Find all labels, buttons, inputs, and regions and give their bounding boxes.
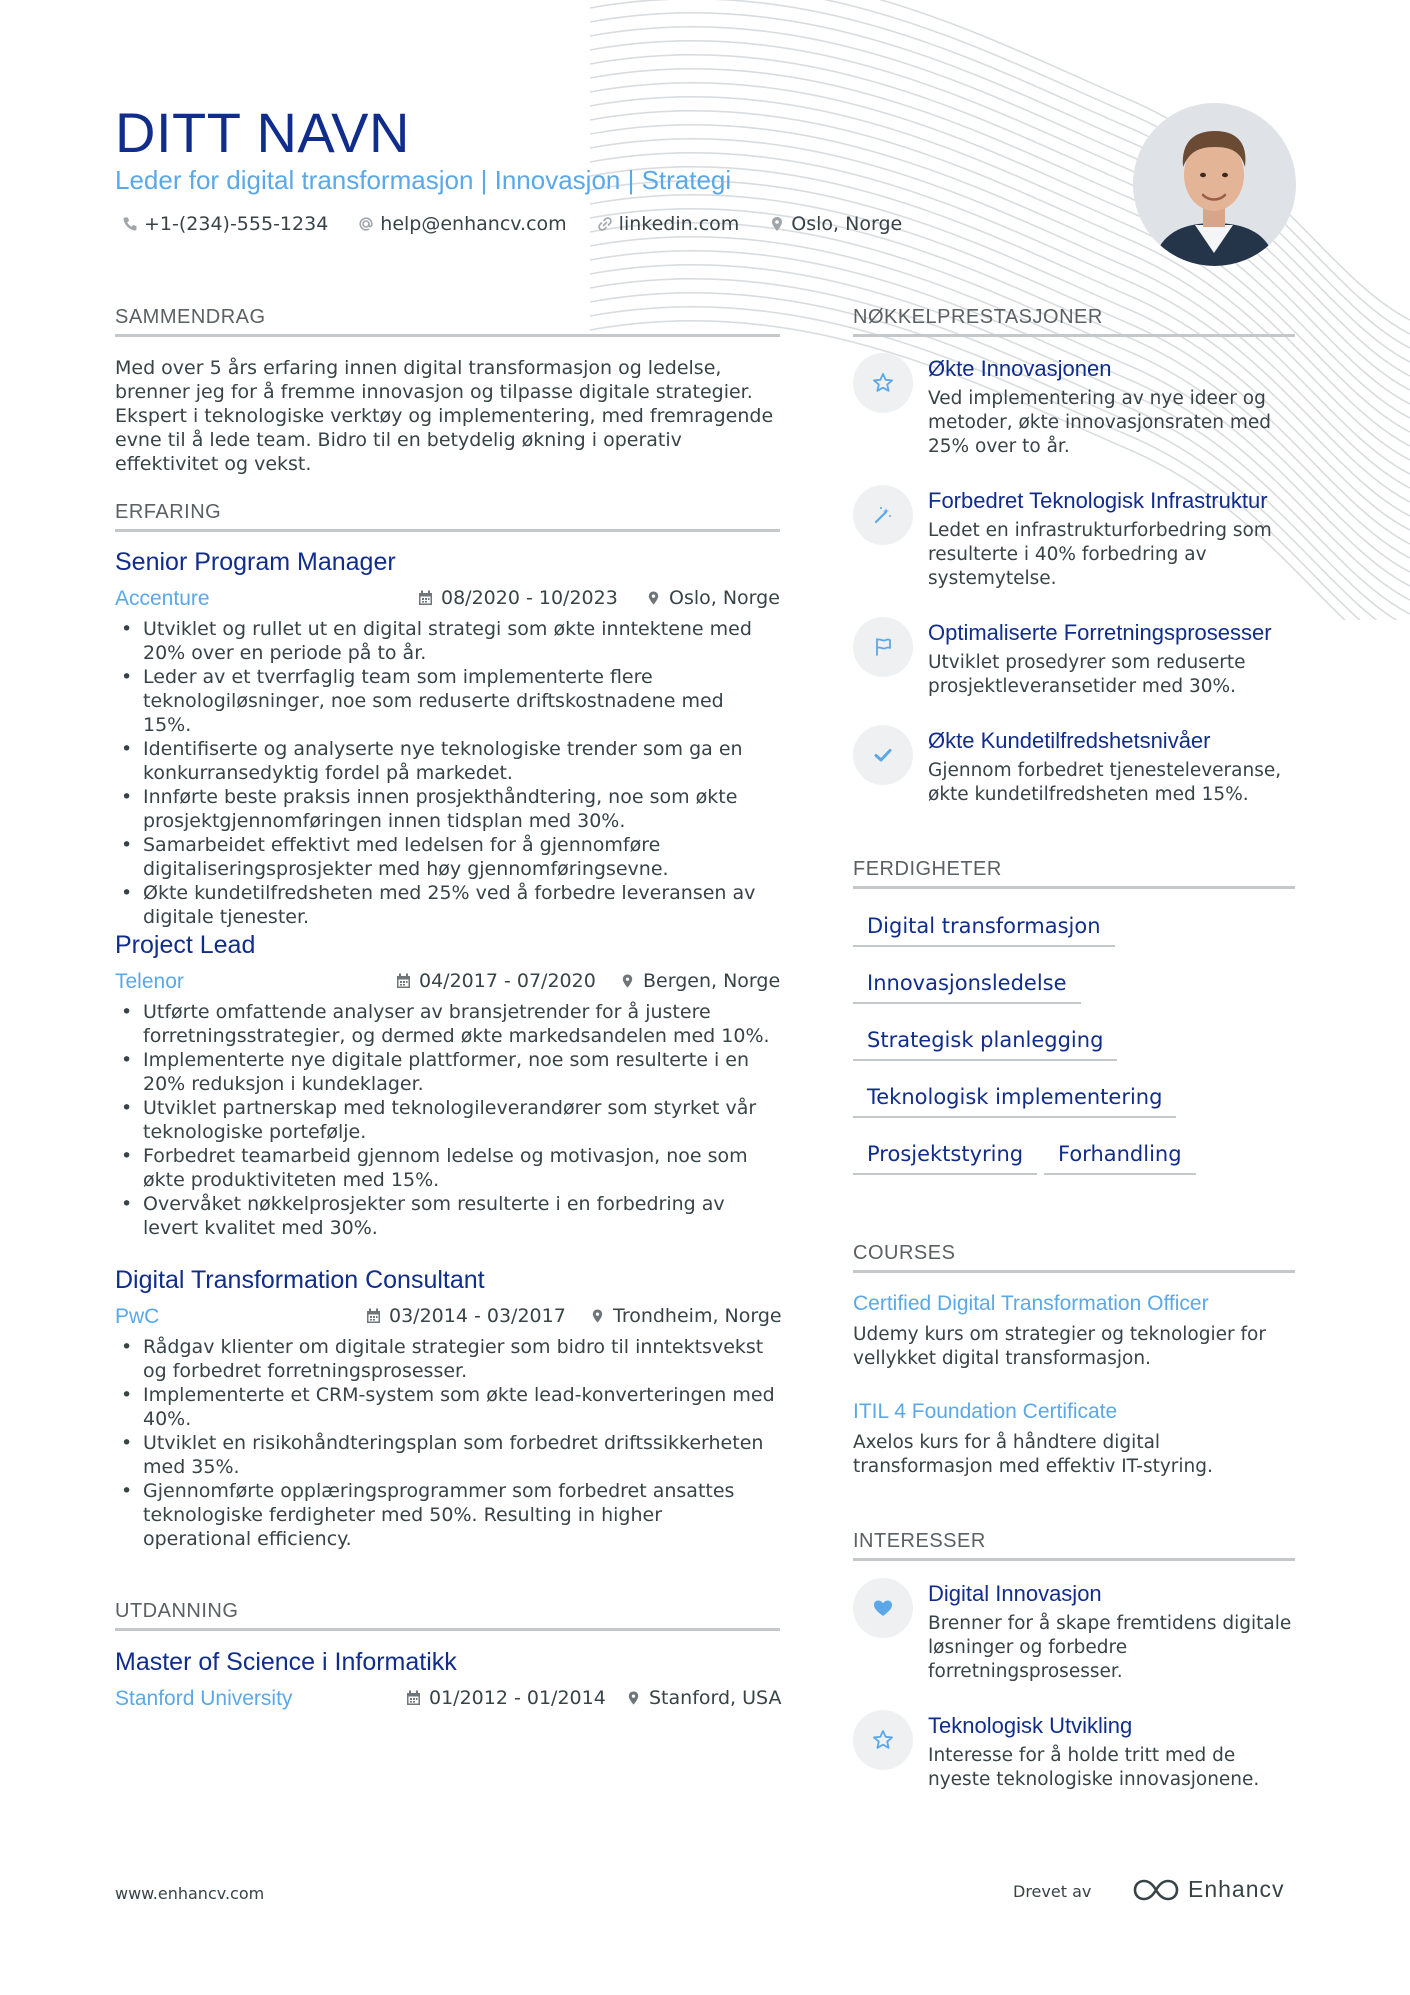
- location-text: Stanford, USA: [649, 1687, 782, 1709]
- job-location: [620, 970, 780, 992]
- dates-text: 03/2014 - 03/2017: [389, 1305, 566, 1327]
- job-title: Project Lead: [115, 931, 256, 959]
- list-item: • Utviklet og rullet ut en digital strategi som økte inntektene med 20% over en periode på to år.: [115, 617, 775, 665]
- achievement-icon: [853, 617, 913, 677]
- skill-tag: Digital transformasjon: [853, 914, 1115, 947]
- achievement-title: Økte Kundetilfredshetsnivåer: [928, 728, 1211, 753]
- achievement-desc: Ledet en infrastrukturforbedring som resulterte i 40% forbedring av systemytelse.: [928, 520, 1272, 589]
- job-location: [590, 1305, 782, 1327]
- star-icon: [871, 1728, 895, 1752]
- job-dates: [366, 1305, 566, 1327]
- location-pin-icon: [590, 1308, 605, 1324]
- list-item: • Utviklet partnerskap med teknologileverandører som styrket vår teknologiske portefølje.: [115, 1096, 775, 1144]
- contact-linkedin[interactable]: [597, 213, 740, 235]
- location-pin-icon: [646, 590, 661, 606]
- education-dates: [406, 1687, 606, 1709]
- list-item: • Utviklet en risikohåndteringsplan som forbedret driftssikkerheten med 35%.: [115, 1431, 775, 1479]
- degree-title: Master of Science i Informatikk: [115, 1648, 457, 1676]
- list-item: • Utførte omfattende analyser av bransjetrender for å justere forretningsstrategier, og dermed økte markedsandelen med 10%.: [115, 1000, 775, 1048]
- location-text: Trondheim, Norge: [613, 1305, 782, 1327]
- interest-title: Digital Innovasjon: [928, 1581, 1102, 1606]
- courses-heading: COURSES: [853, 1242, 1295, 1273]
- skill-tag: Innovasjonsledelse: [853, 971, 1081, 1004]
- summary-text: Med over 5 års erfaring innen digital transformasjon og ledelse, brenner jeg for å fremme innovasjon og tilpasse digitale strategier. Ekspert i teknologiske verktøy og implementering, med fremragende evne til å lede team. Bidro til en betydelig økning i operativ effektivitet og vekst.: [115, 357, 774, 475]
- education-location: [626, 1687, 781, 1709]
- flag-icon: [871, 635, 895, 659]
- list-item: • Gjennomførte opplæringsprogrammer som forbedret ansattes teknologiske ferdigheter med 50%. Resulting in higher operational efficiency.: [115, 1479, 775, 1551]
- achievement-title: Forbedret Teknologisk Infrastruktur: [928, 488, 1268, 513]
- company-name: PwC: [115, 1305, 160, 1328]
- job-bullets: [115, 1000, 775, 1240]
- phone-text: +1-(234)-555-1234: [144, 213, 329, 235]
- course-title: Certified Digital Transformation Officer: [853, 1292, 1209, 1315]
- list-item: • Identifiserte og analyserte nye teknologiske trender som ga en konkurransedyktig fordel på markedet.: [115, 737, 775, 785]
- location-pin-icon: [620, 973, 635, 989]
- achievement-icon: [853, 725, 913, 785]
- email-text: help@enhancv.com: [380, 213, 567, 235]
- job-title: Digital Transformation Consultant: [115, 1266, 485, 1294]
- enhancv-logo[interactable]: [1132, 1876, 1285, 1903]
- job-dates: [396, 970, 596, 992]
- school-name: Stanford University: [115, 1687, 293, 1710]
- footer-powered-by: Drevet av: [1013, 1882, 1092, 1901]
- candidate-title: Leder for digital transformasjon | Innovasjon | Strategi: [115, 165, 732, 195]
- list-item: • Økte kundetilfredsheten med 25% ved å forbedre leveransen av digitale tjenester.: [115, 881, 775, 929]
- calendar-icon: [406, 1690, 421, 1706]
- avatar: [1133, 103, 1296, 266]
- location-text: Oslo, Norge: [669, 587, 780, 609]
- company-name: Telenor: [115, 970, 184, 993]
- job-bullets: [115, 1335, 775, 1551]
- skills-heading: FERDIGHETER: [853, 858, 1295, 889]
- calendar-icon: [366, 1308, 381, 1324]
- heart-icon: [871, 1596, 895, 1620]
- list-item: • Leder av et tverrfaglig team som implementerte flere teknologiløsninger, noe som reduserte driftskostnadene med 15%.: [115, 665, 775, 737]
- experience-heading: ERFARING: [115, 501, 780, 532]
- check-icon: [871, 743, 895, 767]
- achievement-icon: [853, 485, 913, 545]
- interest-icon: [853, 1578, 913, 1638]
- job-title: Senior Program Manager: [115, 548, 396, 576]
- contact-email[interactable]: [358, 213, 566, 235]
- dates-text: 08/2020 - 10/2023: [441, 587, 618, 609]
- summary-heading: SAMMENDRAG: [115, 306, 780, 337]
- location-pin-icon: [769, 216, 785, 232]
- brand-text: Enhancv: [1188, 1876, 1285, 1902]
- skill-tag: Prosjektstyring: [853, 1142, 1037, 1175]
- job-dates: [418, 587, 618, 609]
- list-item: • Forbedret teamarbeid gjennom ledelse og motivasjon, noe som økte produktiviteten med 15%.: [115, 1144, 775, 1192]
- course-desc: Axelos kurs for å håndtere digital transformasjon med effektiv IT-styring.: [853, 1432, 1213, 1477]
- contact-location: [769, 213, 902, 235]
- course-title: ITIL 4 Foundation Certificate: [853, 1400, 1118, 1423]
- job-bullets: [115, 617, 775, 929]
- location-text: Oslo, Norge: [791, 213, 903, 235]
- interest-title: Teknologisk Utvikling: [928, 1713, 1133, 1738]
- dates-text: 01/2012 - 01/2014: [429, 1687, 606, 1709]
- link-icon: [597, 216, 613, 232]
- dates-text: 04/2017 - 07/2020: [419, 970, 596, 992]
- linkedin-text: linkedin.com: [618, 213, 740, 235]
- list-item: • Implementerte et CRM-system som økte lead-konverteringen med 40%.: [115, 1383, 775, 1431]
- skill-tag: Forhandling: [1044, 1142, 1196, 1175]
- course-desc: Udemy kurs om strategier og teknologier for vellykket digital transformasjon.: [853, 1324, 1266, 1369]
- list-item: • Innførte beste praksis innen prosjekthåndtering, noe som økte prosjektgjennomføringen innen tidsplan med 30%.: [115, 785, 775, 833]
- interest-icon: [853, 1710, 913, 1770]
- star-icon: [871, 371, 895, 395]
- job-location: [646, 587, 780, 609]
- location-pin-icon: [626, 1690, 641, 1706]
- achievement-desc: Ved implementering av nye ideer og metoder, økte innovasjonsraten med 25% over to år.: [928, 388, 1271, 457]
- company-name: Accenture: [115, 587, 210, 610]
- footer-website[interactable]: www.enhancv.com: [115, 1884, 265, 1903]
- skill-tag: Strategisk planlegging: [853, 1028, 1117, 1061]
- list-item: • Implementerte nye digitale plattformer, noe som resulterte i en 20% reduksjon i kundeklager.: [115, 1048, 775, 1096]
- phone-icon: [122, 216, 138, 232]
- achievement-desc: Gjennom forbedret tjenesteleveranse, økte kundetilfredsheten med 15%.: [928, 760, 1282, 805]
- list-item: • Rådgav klienter om digitale strategier som bidro til inntektsvekst og forbedret forretningsprosesser.: [115, 1335, 775, 1383]
- achievement-title: Optimaliserte Forretningsprosesser: [928, 620, 1272, 645]
- calendar-icon: [418, 590, 433, 606]
- location-text: Bergen, Norge: [643, 970, 781, 992]
- contact-bar: [122, 213, 902, 235]
- achievement-icon: [853, 353, 913, 413]
- achievement-desc: Utviklet prosedyrer som reduserte prosjektleveransetider med 30%.: [928, 652, 1246, 697]
- list-item: • Overvåket nøkkelprosjekter som resulterte i en forbedring av levert kvalitet med 30%.: [115, 1192, 775, 1240]
- infinity-logo-icon: [1132, 1877, 1180, 1903]
- interests-heading: INTERESSER: [853, 1530, 1295, 1561]
- education-heading: UTDANNING: [115, 1600, 780, 1631]
- profile-photo: [1133, 103, 1296, 266]
- magic-wand-icon: [871, 503, 895, 527]
- interest-desc: Interesse for å holde tritt med de nyeste teknologiske innovasjonene.: [928, 1745, 1260, 1790]
- at-icon: [358, 216, 374, 232]
- achievement-title: Økte Innovasjonen: [928, 356, 1112, 381]
- contact-phone[interactable]: [122, 213, 328, 235]
- interest-desc: Brenner for å skape fremtidens digitale løsninger og forbedre forretningsprosesser.: [928, 1613, 1292, 1682]
- achievements-heading: NØKKELPRESTASJONER: [853, 306, 1295, 337]
- list-item: • Samarbeidet effektivt med ledelsen for å gjennomføre digitaliseringsprosjekter med høy gjennomføringsevne.: [115, 833, 775, 881]
- candidate-name: DITT NAVN: [115, 101, 410, 164]
- calendar-icon: [396, 973, 411, 989]
- skill-tag: Teknologisk implementering: [853, 1085, 1176, 1118]
